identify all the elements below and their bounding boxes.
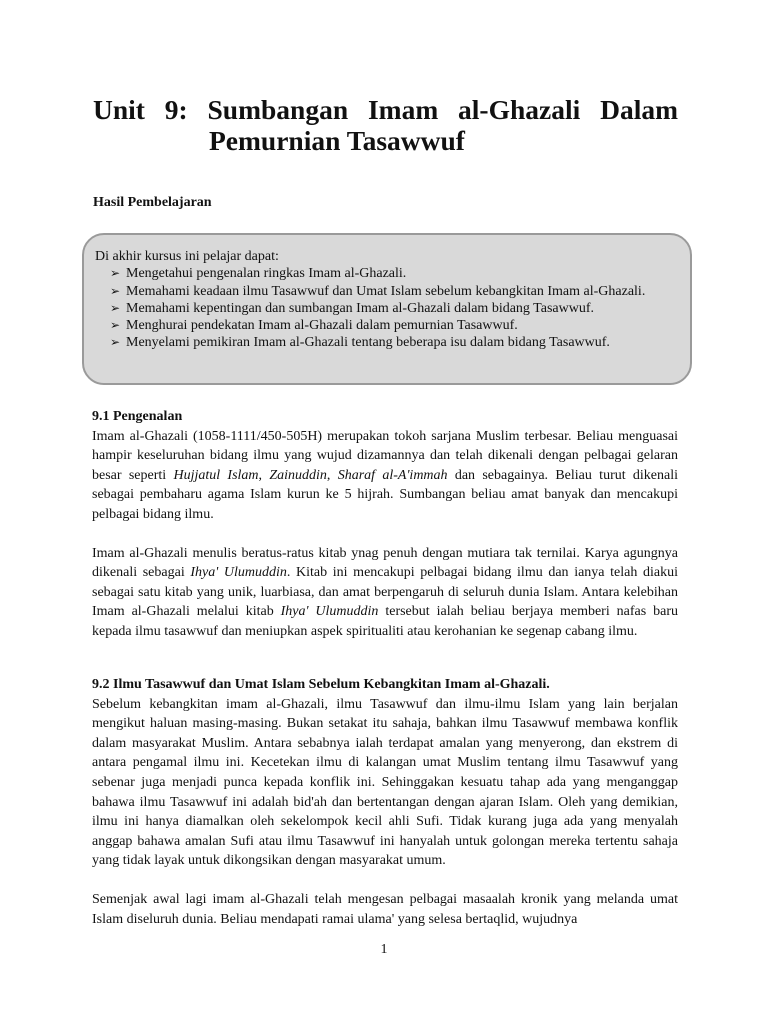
outcomes-intro: Di akhir kursus ini pelajar dapat:	[95, 249, 279, 264]
outcome-item: ➢ Memahami keadaan ilmu Tasawwuf dan Umat Islam sebelum kebangkitan Imam al-Ghazali.	[110, 283, 646, 299]
paragraph: Sebelum kebangkitan imam al-Ghazali, ilmu Tasawwuf dan ilmu-ilmu Islam yang lain berjalan mengikut haluan masing-masing. Bukan setakat itu sahaja, bahkan ilmu Tasawwuf membawa konflik dalam masyarakat Muslim. Antara sebabnya ialah terdapat amalan yang menyerong, dan ekstrem di antara pengamal ilmu ini. Kecetekan ilmu di kalangan umat Muslim tentang ilmu Tasawwuf yang sebenar juga menjadi punca kepada konflik ini. Sehinggakan kesuatu tahap ada yang menganggap bahawa ilmu Tasawwuf ini adalah bid'ah dan bertentangan dengan ajaran Islam. Oleh yang demikian, ilmu ini hanya diamalkan oleh sekelompok kecil ahli Sufi. Tidak kurang juga ada yang menyalah anggap bahawa amalan Sufi atau ilmu Tasawwuf ini hanyalah untuk golongan mereka tertentu sahaja yang tidak layak untuk dikongsikan dengan masyarakat umum.	[92, 696, 678, 869]
outcome-item: ➢ Menghurai pendekatan Imam al-Ghazali dalam pemurnian Tasawwuf.	[110, 318, 518, 334]
outcome-item: ➢ Menyelami pemikiran Imam al-Ghazali tentang beberapa isu dalam bidang Tasawwuf.	[110, 335, 610, 351]
paragraph: Semenjak awal lagi imam al-Ghazali telah mengesan pelbagai masaalah kronik yang melanda umat Islam diseluruh dunia. Beliau mendapati ramai ulama' yang selesa bertaqlid, wujudnya	[92, 891, 678, 927]
paragraph: Imam al-Ghazali menulis beratus-ratus kitab ynag penuh dengan mutiara tak ternilai. Karya agungnya dikenali sebagai Ihya' Ulumuddin. Kitab ini mencakupi pelbagai bidang ilmu dan ianya telah diakui sebagai satu kitab yang unik, luarbiasa, dan amat berpengaruh di seluruh dunia Islam. Antara kelebihan Imam al-Ghazali melalui kitab Ihya' Ulumuddin tersebut ialah beliau berjaya memberi nafas baru kepada ilmu tasawwuf dan meniupkan aspek spiritualiti atau kerohanian ke segenap cabang ilmu.	[92, 545, 678, 639]
arrow-bullet-icon: ➢	[110, 300, 121, 315]
arrow-bullet-icon: ➢	[110, 283, 121, 298]
page-title	[93, 94, 678, 156]
outcome-item: ➢ Mengetahui pengenalan ringkas Imam al-Ghazali.	[110, 266, 407, 282]
title-line-2: Pemurnian Tasawwuf	[209, 125, 465, 156]
outcome-item: ➢ Memahami kepentingan dan sumbangan Imam al-Ghazali dalam bidang Tasawwuf.	[110, 300, 595, 316]
paragraph: Imam al-Ghazali (1058-1111/450-505H) merupakan tokoh sarjana Muslim terbesar. Beliau menguasai hampir keseluruhan bidang ilmu yang wujud dizamannya dan telah dikenali dengan pelbagai gelaran besar seperti Hujjatul Islam, Zainuddin, Sharaf al-A'immah dan sebagainya. Beliau turut dikenali sebagai pembaharu agama Islam kurun ke 5 hijrah. Sumbangan beliau amat banyak dan mencakupi pelbagai bidang ilmu.	[92, 428, 679, 522]
arrow-bullet-icon: ➢	[110, 318, 121, 333]
outcomes-list	[95, 265, 678, 351]
arrow-bullet-icon: ➢	[110, 266, 121, 281]
title-line-1: Unit 9: Sumbangan Imam al-Ghazali Dalam	[93, 94, 678, 125]
section-heading-9-1: 9.1 Pengenalan	[92, 409, 183, 424]
arrow-bullet-icon: ➢	[110, 335, 121, 350]
section-9-2	[92, 675, 678, 929]
learning-outcomes-box	[82, 233, 692, 385]
section-heading-9-2: 9.2 Ilmu Tasawwuf dan Umat Islam Sebelum Kebangkitan Imam al-Ghazali.	[92, 677, 550, 692]
learning-outcomes-heading: Hasil Pembelajaran	[93, 195, 212, 210]
page-number: 1	[380, 942, 388, 957]
section-9-1	[92, 407, 678, 642]
